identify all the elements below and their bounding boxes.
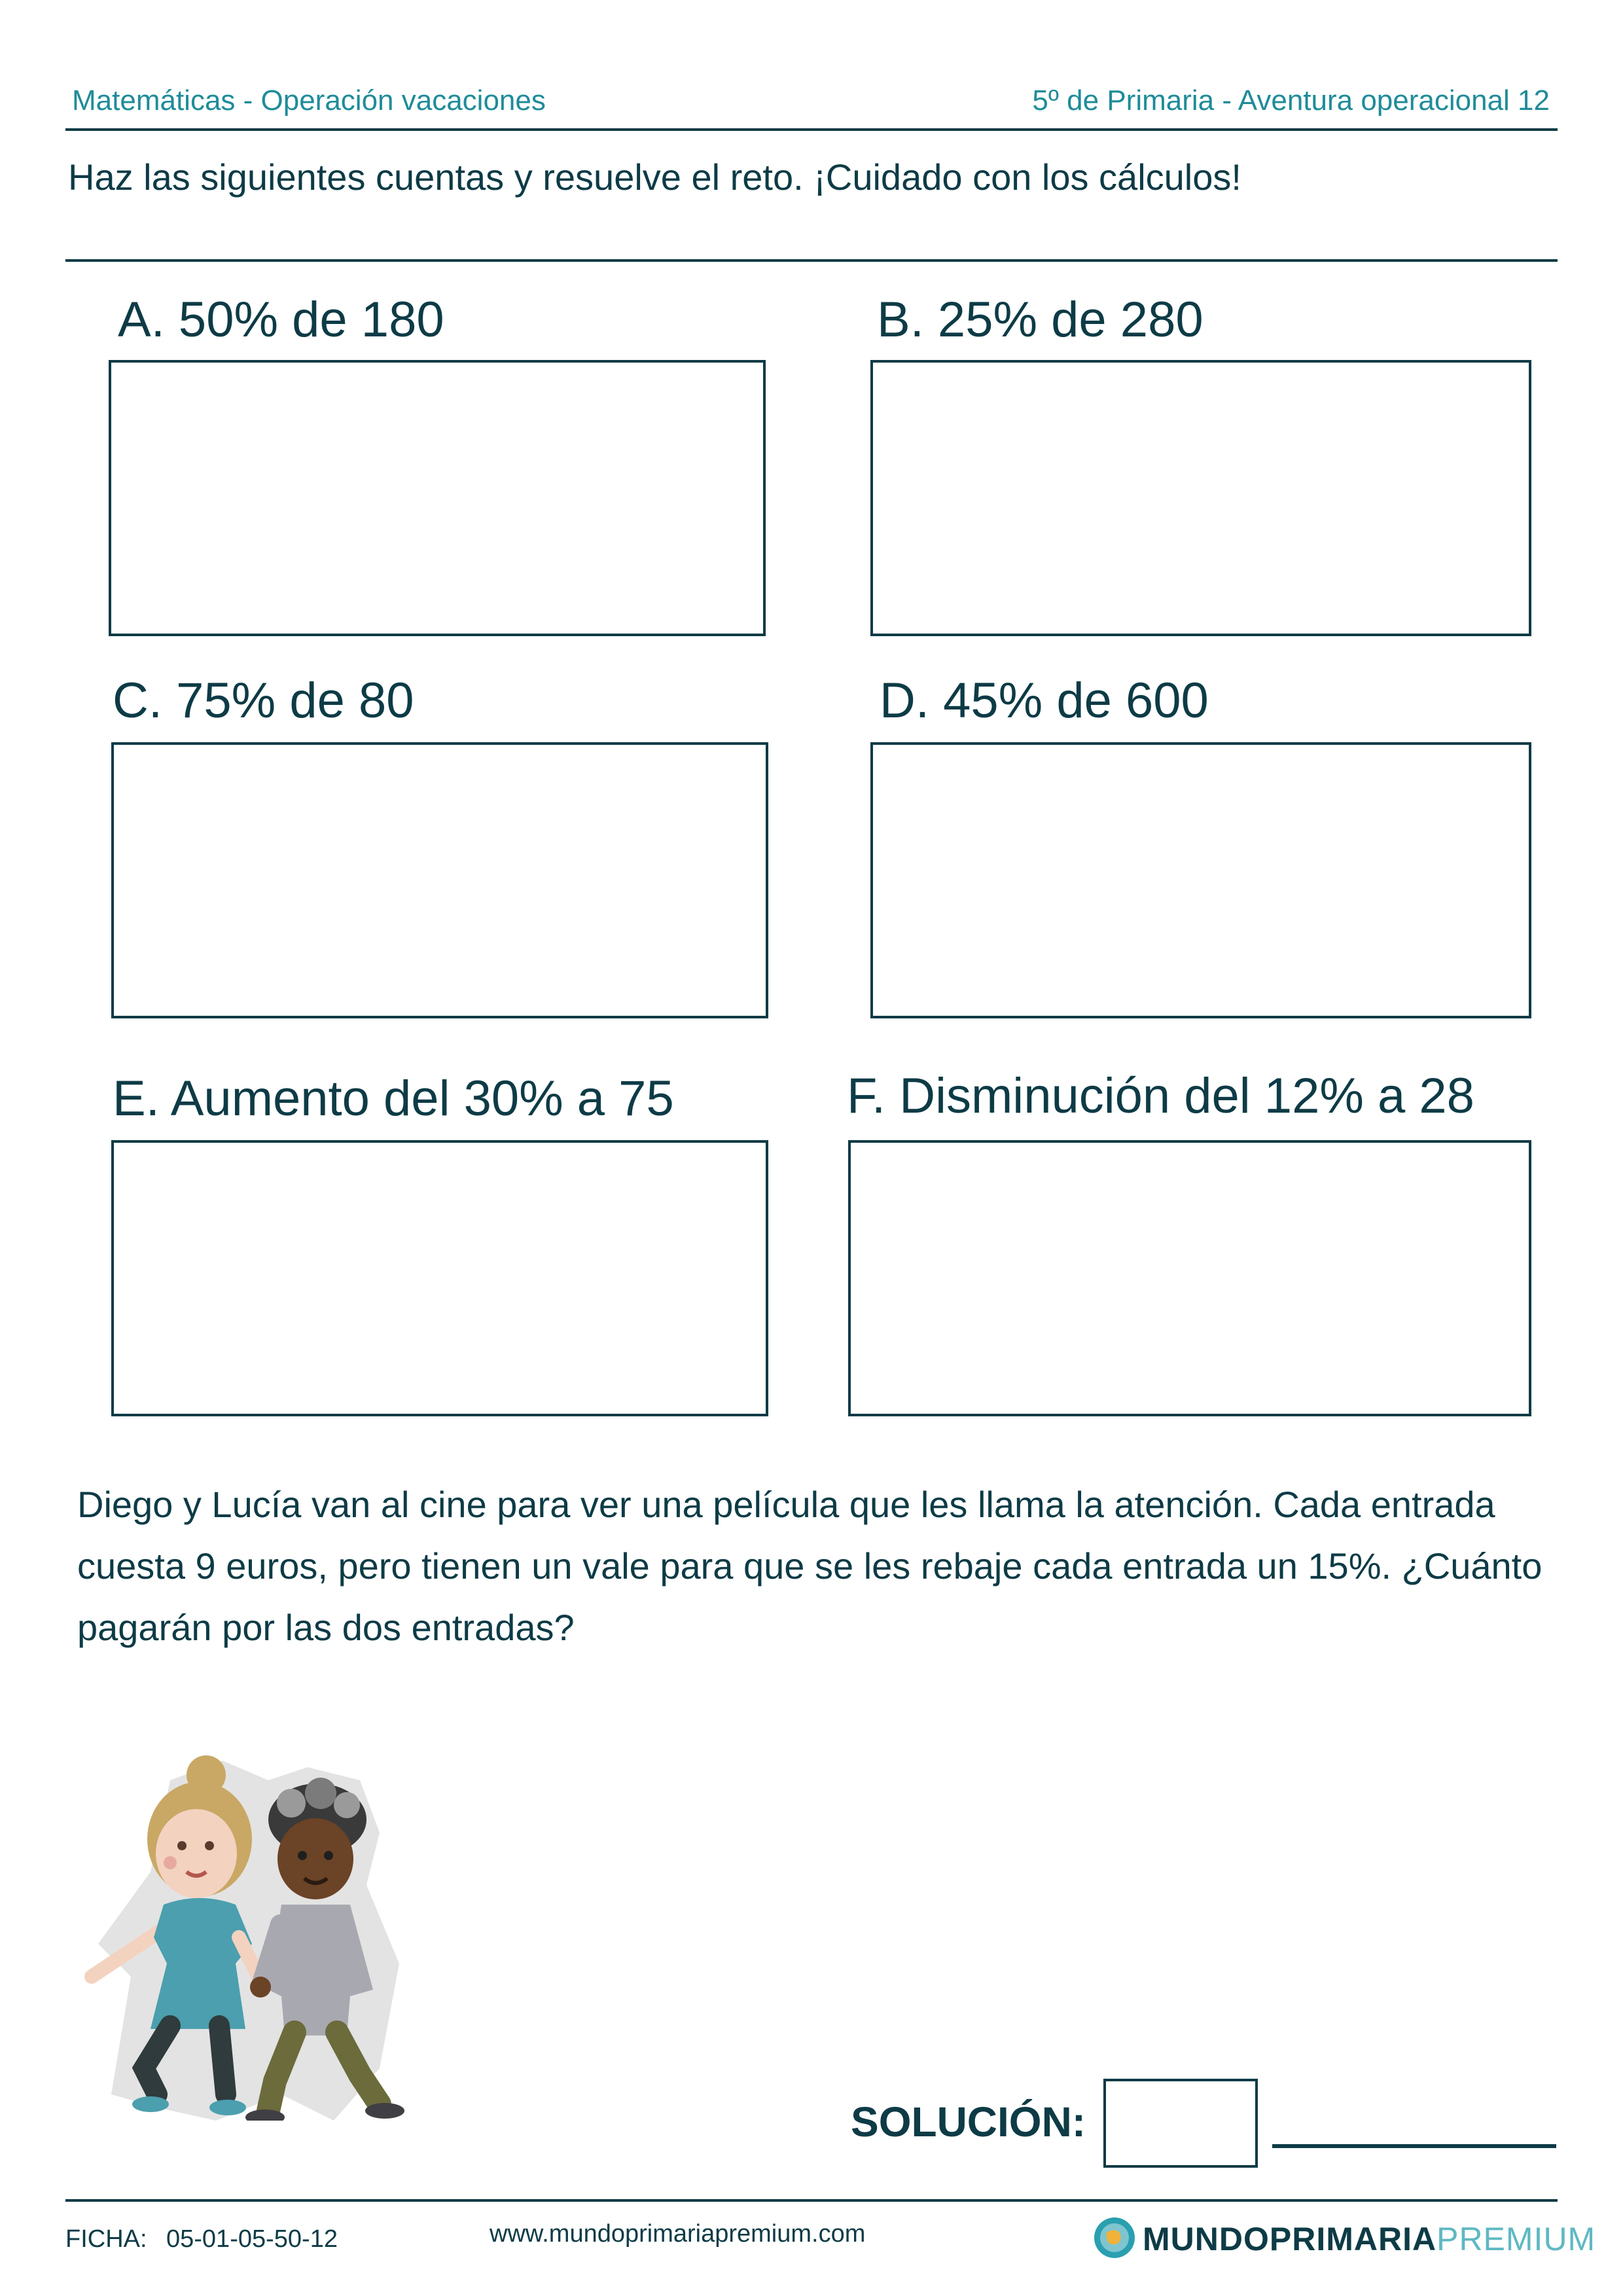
solution-answer-line[interactable] [1272,2144,1556,2148]
footer-divider [65,2199,1558,2202]
ficha-code: 05-01-05-50-12 [166,2225,338,2253]
header-subject: Matemáticas - Operación vacaciones [72,84,546,117]
exercise-a-answer-box[interactable] [109,360,766,636]
logo-premium: PREMIUM [1436,2221,1596,2257]
brand-logo [1143,2219,1596,2268]
logo-primaria: PRIMARIA [1269,2221,1437,2257]
instructions-divider [65,259,1558,262]
word-problem: Diego y Lucía van al cine para ver una película que les llama la atención. Cada entrada cuesta 9 euros, pero tienen un vale para que se les rebaje cada entrada un 15%. ¿Cuánto pagarán por las dos entradas? [77,1484,1543,1648]
header-divider [65,128,1558,131]
website-link[interactable]: www.mundoprimariapremium.com [490,2220,866,2248]
exercise-f-answer-box[interactable] [848,1140,1531,1416]
exercise-c-label: C. 75% de 80 [113,673,414,728]
ficha-label: FICHA: [65,2225,147,2253]
solution-label: SOLUCIÓN: [851,2098,1086,2145]
exercise-e-label: E. Aumento del 30% a 75 [113,1071,674,1126]
exercise-c-answer-box[interactable] [111,742,768,1018]
globe-logo-icon [1093,2216,1136,2259]
solution-answer-box[interactable] [1103,2079,1258,2168]
exercise-b-label: B. 25% de 280 [877,292,1204,348]
exercise-a-label: A. 50% de 180 [118,292,444,348]
exercise-e-answer-box[interactable] [111,1140,768,1416]
exercise-b-answer-box[interactable] [870,360,1531,636]
exercise-d-answer-box[interactable] [870,742,1531,1018]
exercise-f-label: F. Disminución del 12% a 28 [847,1068,1474,1124]
exercise-d-label: D. 45% de 600 [880,673,1209,728]
children-illustration [72,1728,425,2121]
logo-mundo: MUNDO [1143,2221,1270,2257]
header-level: 5º de Primaria - Aventura operacional 12 [1032,84,1550,117]
instructions: Haz las siguientes cuentas y resuelve el reto. ¡Cuidado con los cálculos! [68,156,1241,198]
